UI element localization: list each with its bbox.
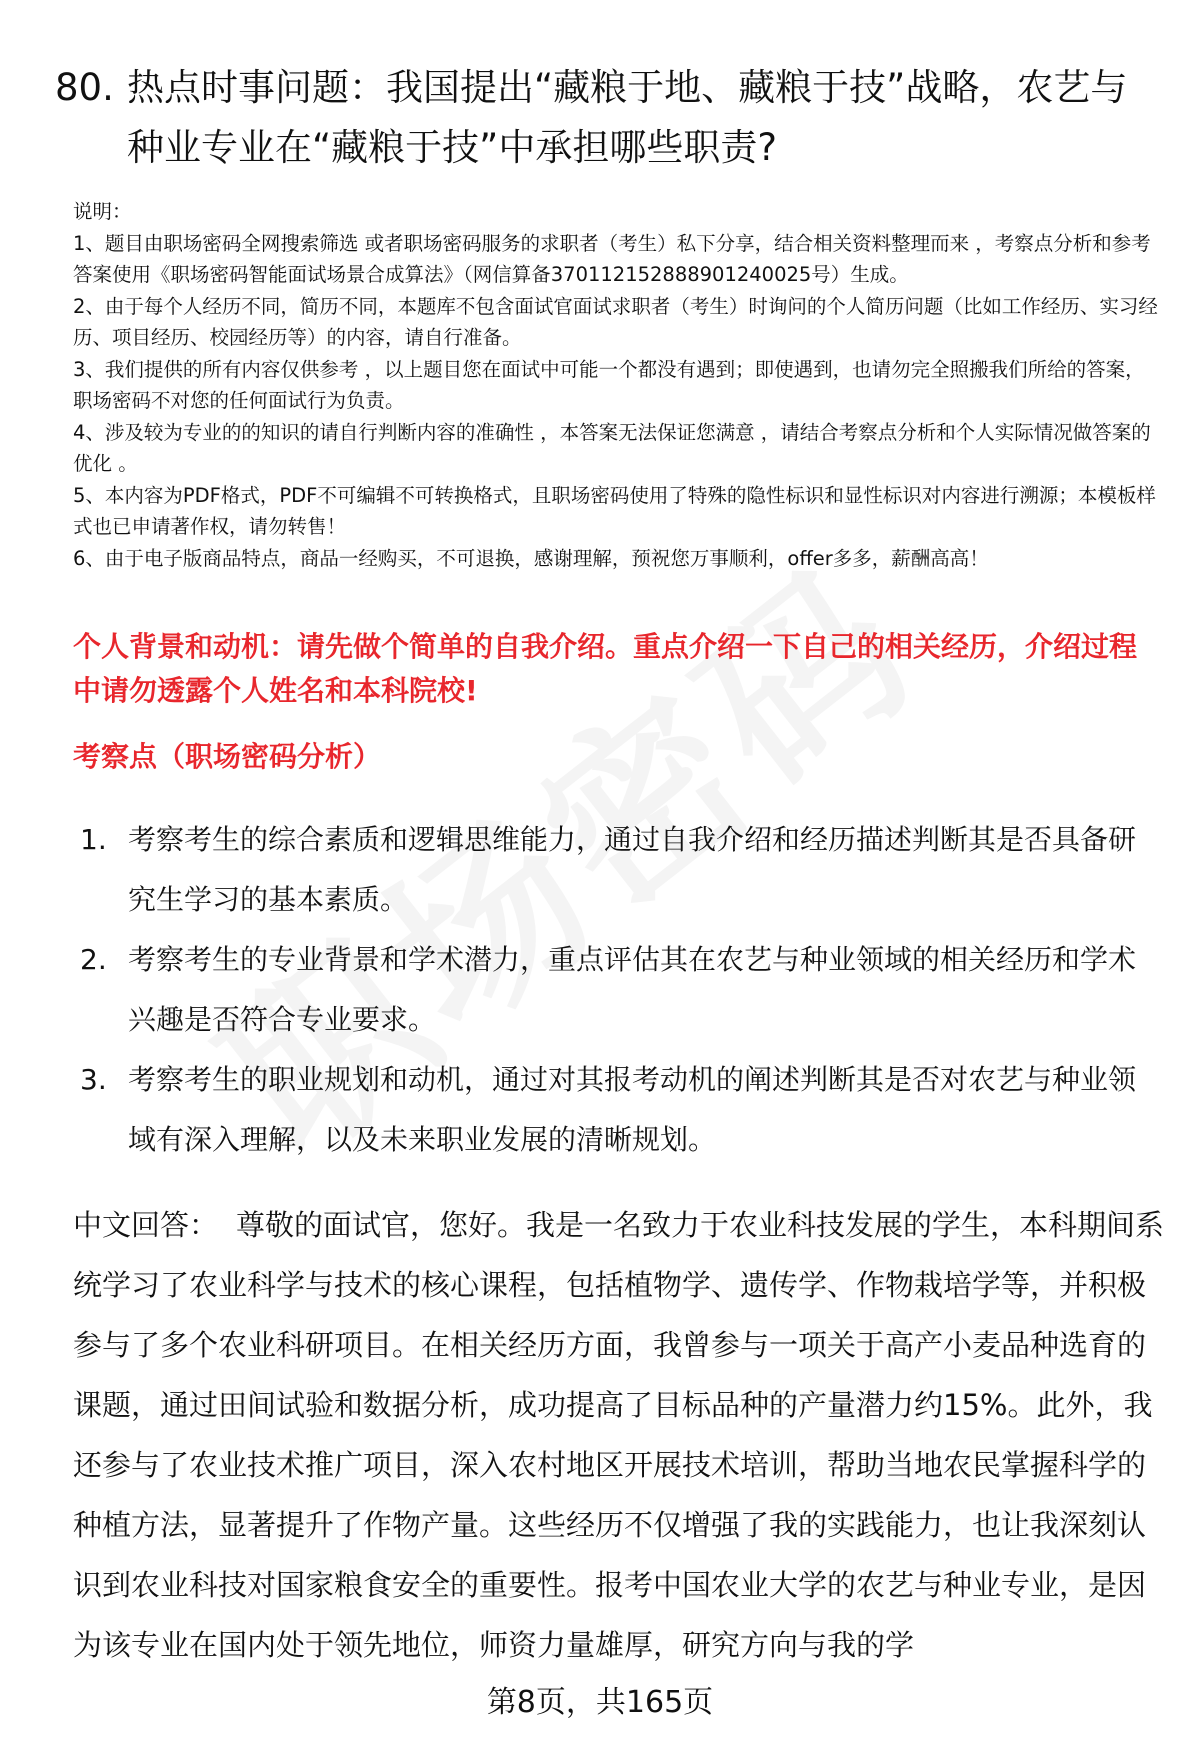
point-number: 3. [80, 1063, 107, 1096]
answer-label: 中文回答： [73, 1208, 219, 1242]
notes-item: 1、题目由职场密码全网搜索筛选 或者职场密码服务的求职者（考生）私下分享，结合相关资料整理而来 ，考察点分析和参考答案使用《职场密码智能面试场景合成算法》（网信算备370112152888901240025号）生成。 [73, 231, 1151, 286]
point-text: 考察考生的综合素质和逻辑思维能力，通过自我介绍和经历描述判断其是否具备研究生学习的基本素质。 [128, 823, 1137, 916]
notes-item: 3、我们提供的所有内容仅供参考 ，以上题目您在面试中可能一个都没有遇到；即使遇到，也请勿完全照搬我们所给的答案，职场密码不对您的任何面试行为负责。 [73, 357, 1145, 412]
answer-text: 尊敬的面试官，您好。我是一名致力于农业科技发展的学生，本科期间系统学习了农业科学与技术的核心课程，包括植物学、遗传学、作物栽培学等，并积极参与了多个农业科研项目。在相关经历方面，我曾参与一项关于高产小麦品种选育的课题，通过田间试验和数据分析，成功提高了目标品种的产量潜力约15%。此外，我还参与了农业技术推广项目，深入农村地区开展技术培训，帮助当地农民掌握科学的种植方法，显著提升了作物产量。这些经历不仅增强了我的实践能力，也让我深刻认识到农业科技对国家粮食安全的重要性。报考中国农业大学的农艺与种业专业，是因为该专业在国内处于领先地位，师资力量雄厚，研究方向与我的学 [73, 1208, 1165, 1662]
notes-item: 2、由于每个人经历不同，简历不同，本题库不包含面试官面试求职者（考生）时询问的个人简历问题（比如工作经历、实习经历、项目经历、校园经历等）的内容，请自行准备。 [73, 294, 1158, 349]
analysis-points [80, 810, 1160, 1170]
notes-item: 6、由于电子版商品特点，商品一经购买，不可退换，感谢理解，预祝您万事顺利，offer多多，薪酬高高！ [73, 546, 989, 570]
notes-section [73, 196, 1163, 574]
point-text: 考察考生的职业规划和动机，通过对其报考动机的阐述判断其是否对农艺与种业领域有深入理解，以及未来职业发展的清晰规划。 [128, 1063, 1137, 1156]
point-number: 2. [80, 943, 107, 976]
list-item [80, 810, 1160, 930]
section-heading: 个人背景和动机：请先做个简单的自我介绍。重点介绍一下自己的相关经历，介绍过程中请勿透露个人姓名和本科院校! [73, 630, 1138, 707]
question-text: 热点时事问题：我国提出“藏粮于地、藏粮于技”战略，农艺与种业专业在“藏粮于技”中承担哪些职责? [127, 66, 1128, 169]
point-text: 考察考生的专业背景和学术潜力，重点评估其在农艺与种业领域的相关经历和学术兴趣是否符合专业要求。 [128, 943, 1137, 1036]
notes-item: 5、本内容为PDF格式，PDF不可编辑不可转换格式，且职场密码使用了特殊的隐性标识和显性标识对内容进行溯源；本模板样式也已申请著作权，请勿转售！ [73, 483, 1156, 538]
question-number: 80. [55, 66, 114, 109]
point-number: 1. [80, 823, 107, 856]
analysis-heading: 考察点（职场密码分析） [73, 740, 382, 773]
answer-section [73, 1195, 1165, 1675]
list-item [80, 930, 1160, 1050]
page-footer: 第8页，共165页 [486, 1685, 714, 1720]
list-item [80, 1050, 1160, 1170]
notes-title: 说明： [73, 200, 132, 223]
notes-item: 4、涉及较为专业的的知识的请自行判断内容的准确性 ，本答案无法保证您满意 ，请结合考察点分析和个人实际情况做答案的优化 。 [73, 420, 1151, 475]
question-title [55, 58, 1155, 178]
